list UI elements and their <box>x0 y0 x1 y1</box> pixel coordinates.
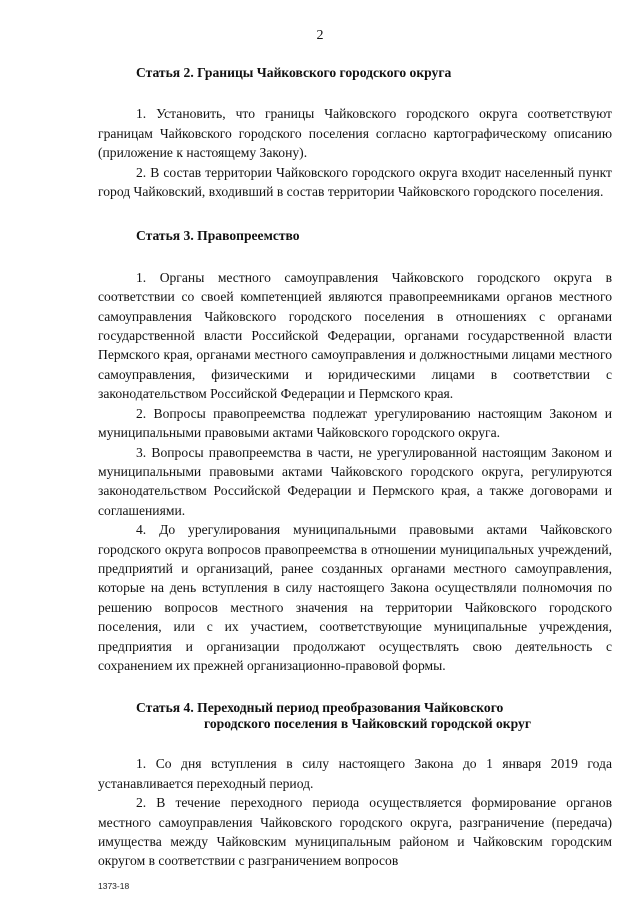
article-2-heading: Статья 2. Границы Чайковского городского округа <box>136 65 452 80</box>
document-code: 1373-18 <box>98 881 130 891</box>
page-number: 2 <box>316 28 324 43</box>
article-3-paragraph-3: 3. Вопросы правопреемства в части, не урегулированной настоящим Законом и муниципальными правовыми актами Чайковского городского округа, регулируются законодательством Российской Федерации и Пермского края, а также договорами и соглашениями. <box>98 444 612 518</box>
article-4-paragraph-1: 1. Со дня вступления в силу настоящего Закона до 1 января 2019 года устанавливается переходный период. <box>98 756 612 791</box>
article-4-heading-line-1: Статья 4. Переходный период преобразования Чайковского <box>136 700 504 716</box>
article-3-paragraph-4: 4. До урегулирования муниципальными правовыми актами Чайковского городского округа вопросов правопреемства в отношении муниципальных учреждений, предприятий и организаций, ранее созданных органами местного самоуправления, которые на день вступления в силу настоящего Закона осуществляли полномочия по решению вопросов местного значения на территории Чайковского городского поселения, или с их участием, соответствующие муниципальные учреждения, предприятия и организации продолжают осуществлять свою деятельность с сохранением их прежней организационно-правовой формы. <box>98 522 612 673</box>
article-2-paragraph-1: 1. Установить, что границы Чайковского городского округа соответствуют границам Чайковского городского поселения согласно картографическому описанию (приложение к настоящему Закону). <box>98 106 612 161</box>
article-4-heading <box>98 700 612 732</box>
article-2-paragraph-2: 2. В состав территории Чайковского городского округа входит населенный пункт город Чайковский, входивший в состав территории Чайковского городского поселения. <box>98 164 612 200</box>
article-3-heading: Статья 3. Правопреемство <box>136 228 300 244</box>
article-4-paragraph-2: 2. В течение переходного периода осуществляется формирование органов местного самоуправления Чайковского городского округа, разграничение (передача) имущества между Чайковским муниципальным районом и Чайковским городским округом в соответствии с разграничением вопросов <box>98 795 612 869</box>
article-4-heading-line-2: городского поселения в Чайковский городской округ <box>204 716 531 732</box>
article-3-paragraph-2: 2. Вопросы правопреемства подлежат урегулированию настоящим Законом и муниципальными правовыми актами Чайковского городского округа. <box>98 405 612 441</box>
article-3-paragraph-1: 1. Органы местного самоуправления Чайковского городского округа в соответствии со своей компетенцией являются правопреемниками органов местного самоуправления Чайковского городского поселения в отношениях с органами государственной власти Российской Федерации, органами государственной власти Пермского края, органами местного самоуправления и должностными лицами местного самоуправления, физическими и юридическими лицами в соответствии с законодательством Российской Федерации и Пермского края. <box>98 269 612 402</box>
document-body <box>98 63 612 871</box>
